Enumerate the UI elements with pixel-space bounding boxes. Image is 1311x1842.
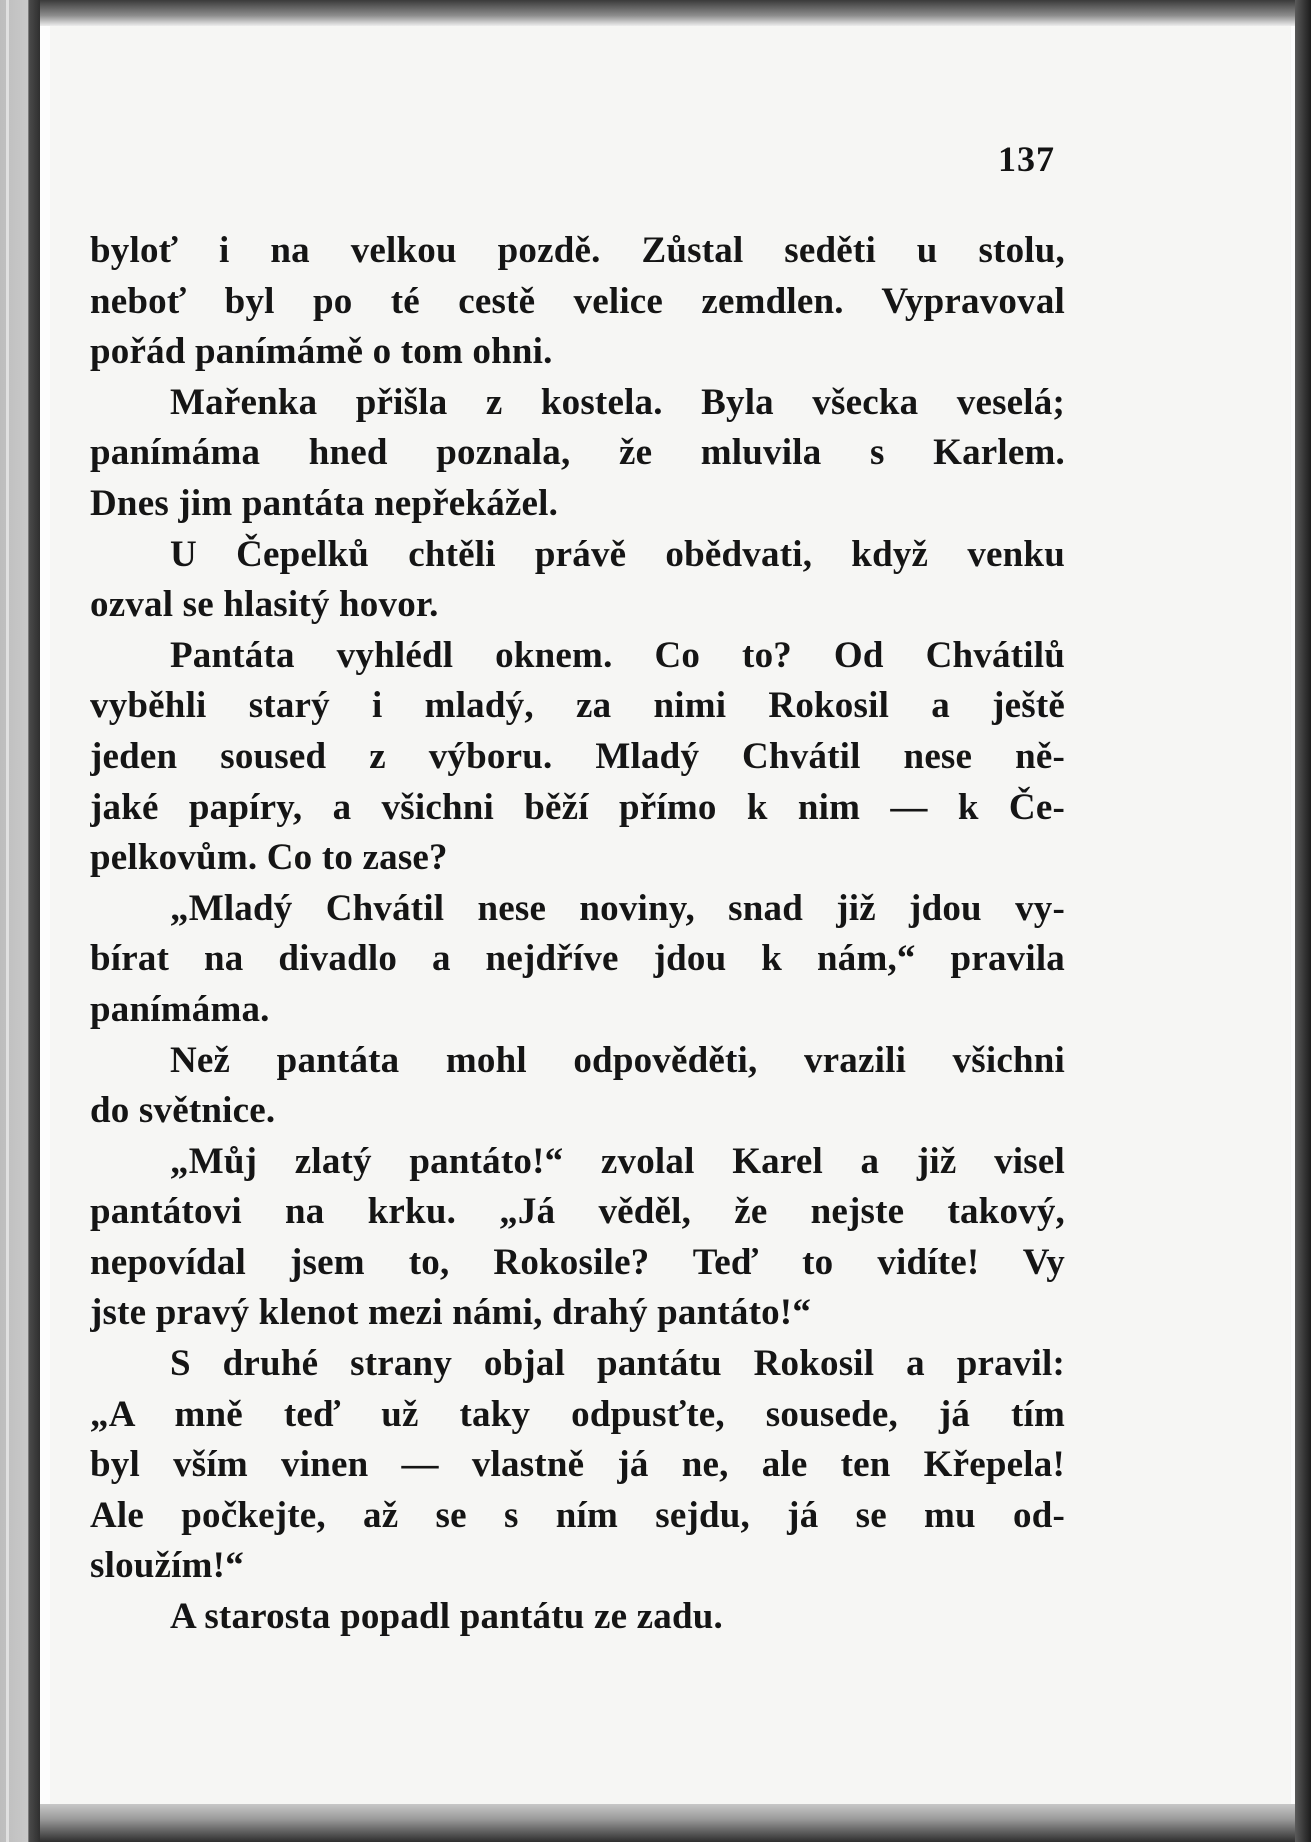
text-line: panímáma hned poznala, že mluvila s Karlem. [90,432,1065,474]
text-line: neboť byl po té cestě velice zemdlen. Vypravoval [90,280,1065,322]
text-line: pořád panímámě o tom ohni. [90,331,553,373]
text-line: bírat na divadlo a nejdříve jdou k nám,“ pravila [90,938,1065,980]
body-text [90,226,1065,1643]
text-line: byl vším vinen — vlastně já ne, ale ten Křepela! [90,1444,1065,1486]
text-line: jste pravý klenot mezi námi, drahý pantáto!“ [90,1292,812,1334]
text-line: Mařenka přišla z kostela. Byla všecka veselá; [170,381,1065,423]
text-line: jeden soused z výboru. Mladý Chvátil nese ně- [90,735,1065,777]
text-line: panímáma. [90,988,270,1030]
text-line: A starosta popadl pantátu ze zadu. [170,1596,723,1638]
text-line: byloť i na velkou pozdě. Zůstal seděti u stolu, [90,230,1065,271]
text-line: pelkovům. Co to zase? [90,837,448,879]
text-line: Než pantáta mohl odpověděti, vrazili všichni [170,1039,1065,1081]
text-line: pantátovi na krku. „Já věděl, že nejste takový, [90,1191,1065,1233]
text-line: vyběhli starý i mladý, za nimi Rokosil a ještě [90,685,1065,727]
text-line: „Můj zlatý pantáto!“ zvolal Karel a již visel [170,1140,1065,1182]
text-line: Pantáta vyhlédl oknem. Co to? Od Chvátilů [170,634,1065,676]
text-line: „Mladý Chvátil nese noviny, snad již jdou vy- [170,887,1065,929]
text-line: Ale počkejte, až se s ním sejdu, já se mu od- [90,1494,1065,1536]
page-number: 137 [998,139,1055,179]
text-line: Dnes jim pantáta nepřekážel. [90,482,559,524]
page-bottom-shadow [40,1804,1295,1842]
text-line: „A mně teď už taky odpusťte, sousede, já tím [90,1393,1065,1435]
book-spine-edge [0,0,40,1842]
text-line: S druhé strany objal pantátu Rokosil a pravil: [170,1343,1065,1385]
text-line: jaké papíry, a všichni běží přímo k nim — k Če- [90,786,1065,828]
text-line: do světnice. [90,1090,276,1132]
text-line: U Čepelků chtěli právě obědvati, když venku [170,533,1065,575]
text-line: ozval se hlasitý hovor. [90,584,439,626]
text-line: nepovídal jsem to, Rokosile? Teď to vidíte! Vy [90,1241,1065,1283]
page-right-shadow [1295,0,1311,1842]
page-top-shadow [40,0,1295,26]
text-line: sloužím!“ [90,1545,244,1587]
